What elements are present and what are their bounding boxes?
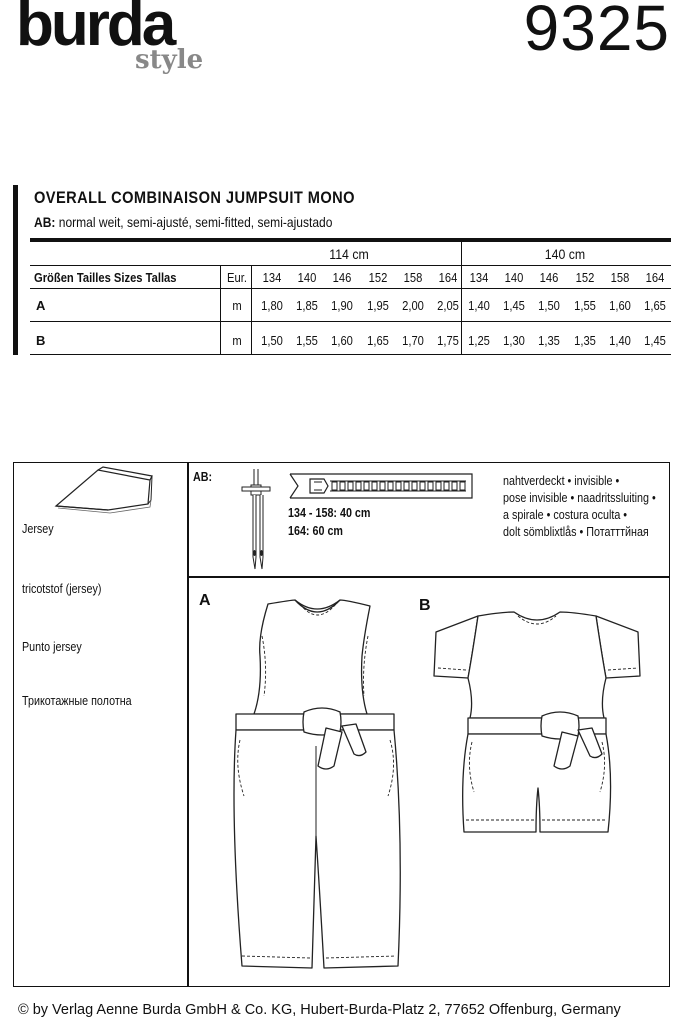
yardage-b-cell-11: 1,45 — [644, 333, 666, 348]
size-cell-11: 164 — [645, 270, 665, 285]
zipper-icon — [286, 470, 478, 504]
yardage-b-cell-9: 1,35 — [573, 333, 596, 348]
table-rule — [30, 321, 671, 322]
yardage-a-cell-1: 1,85 — [296, 298, 319, 313]
jumpsuit-view-a-illustration — [222, 596, 412, 981]
zip-desc-1: pose invisible • naadritssluiting • — [503, 491, 656, 505]
table-top-rule — [30, 238, 671, 242]
garment-title: OVERALL COMBINAISON JUMPSUIT MONO — [34, 188, 355, 207]
table-rule — [30, 288, 671, 289]
zip-length-2: 164: 60 cm — [288, 524, 343, 538]
table-rule — [30, 354, 671, 355]
yardage-a-cell-6: 1,40 — [468, 298, 490, 313]
yardage-b-cell-7: 1,30 — [503, 333, 526, 348]
yardage-b-cell-4: 1,70 — [401, 333, 424, 348]
size-cell-0: 134 — [262, 270, 282, 285]
fabric-width-114: 114 cm — [329, 246, 369, 262]
yardage-b-cell-2: 1,60 — [331, 333, 354, 348]
yardage-a-cell-0: 1,80 — [261, 298, 283, 313]
frame-divider — [187, 462, 189, 987]
pattern-number: 9325 — [523, 0, 670, 64]
fabric-name-1: tricotstof (jersey) — [22, 582, 102, 596]
row-label-a: A — [36, 298, 46, 313]
size-cell-5: 164 — [438, 270, 458, 285]
table-divider — [220, 265, 221, 354]
yardage-a-cell-8: 1,50 — [538, 298, 561, 313]
yardage-b-cell-3: 1,65 — [366, 333, 389, 348]
yardage-b-cell-6: 1,25 — [468, 333, 490, 348]
size-cell-2: 146 — [333, 270, 352, 285]
unit-header: Eur. — [227, 270, 247, 285]
zip-desc-0: nahtverdeckt • invisible • — [503, 474, 620, 488]
yardage-a-cell-11: 1,65 — [644, 298, 666, 313]
yardage-a-cell-3: 1,95 — [366, 298, 389, 313]
yardage-b-cell-1: 1,55 — [296, 333, 319, 348]
fabric-name-3: Трикотажные полотна — [22, 694, 132, 708]
view-label-a: A — [199, 592, 211, 609]
yardage-b-cell-0: 1,50 — [261, 333, 283, 348]
needle-icon — [238, 465, 274, 573]
size-cell-7: 140 — [504, 270, 524, 285]
frame-divider — [187, 576, 670, 578]
zip-desc-2: a spirale • costura oculta • — [503, 508, 628, 522]
row-unit-b: m — [232, 333, 242, 348]
size-cell-6: 134 — [469, 270, 489, 285]
view-label-b: B — [419, 597, 431, 614]
fabric-width-140: 140 cm — [544, 246, 586, 262]
fit-description — [34, 214, 332, 230]
yardage-b-cell-8: 1,35 — [538, 333, 561, 348]
yardage-b-cell-5: 1,75 — [437, 333, 459, 348]
size-cell-3: 152 — [368, 270, 387, 285]
yardage-b-cell-10: 1,40 — [608, 333, 631, 348]
fit-text: normal weit, semi-ajusté, semi-fitted, semi-ajustado — [55, 214, 333, 230]
yardage-a-cell-9: 1,55 — [573, 298, 596, 313]
notions-label: AB: — [193, 470, 213, 484]
yardage-a-cell-10: 1,60 — [608, 298, 631, 313]
brand-logo-sub: style — [135, 45, 204, 75]
size-cell-1: 140 — [297, 270, 317, 285]
yardage-a-cell-5: 2,05 — [437, 298, 459, 313]
size-cell-4: 158 — [403, 270, 423, 285]
size-cell-10: 158 — [610, 270, 630, 285]
row-unit-a: m — [232, 298, 242, 313]
yardage-a-cell-2: 1,90 — [331, 298, 354, 313]
fabric-name-2: Punto jersey — [22, 640, 82, 654]
row-label-b: B — [36, 333, 46, 348]
jumpsuit-view-b-illustration — [432, 606, 642, 841]
table-divider — [251, 265, 252, 354]
fabric-name-0: Jersey — [22, 522, 54, 536]
size-cell-9: 152 — [575, 270, 594, 285]
section-bar — [13, 185, 18, 355]
copyright-notice: © by Verlag Aenne Burda GmbH & Co. KG, Hubert-Burda-Platz 2, 77652 Offenburg, Germany — [18, 1002, 621, 1018]
fit-label: AB: — [34, 214, 56, 230]
fabric-roll-icon — [48, 464, 160, 516]
zip-length-1: 134 - 158: 40 cm — [288, 506, 371, 520]
brand-logo: burda — [16, 0, 174, 59]
yardage-a-cell-7: 1,45 — [503, 298, 526, 313]
table-rule — [30, 265, 671, 266]
size-cell-8: 146 — [540, 270, 559, 285]
yardage-a-cell-4: 2,00 — [401, 298, 424, 313]
size-header: Größen Tailles Sizes Tallas — [34, 270, 177, 285]
zip-desc-3: dolt sömblixtlås • Потатттйная — [503, 525, 649, 539]
